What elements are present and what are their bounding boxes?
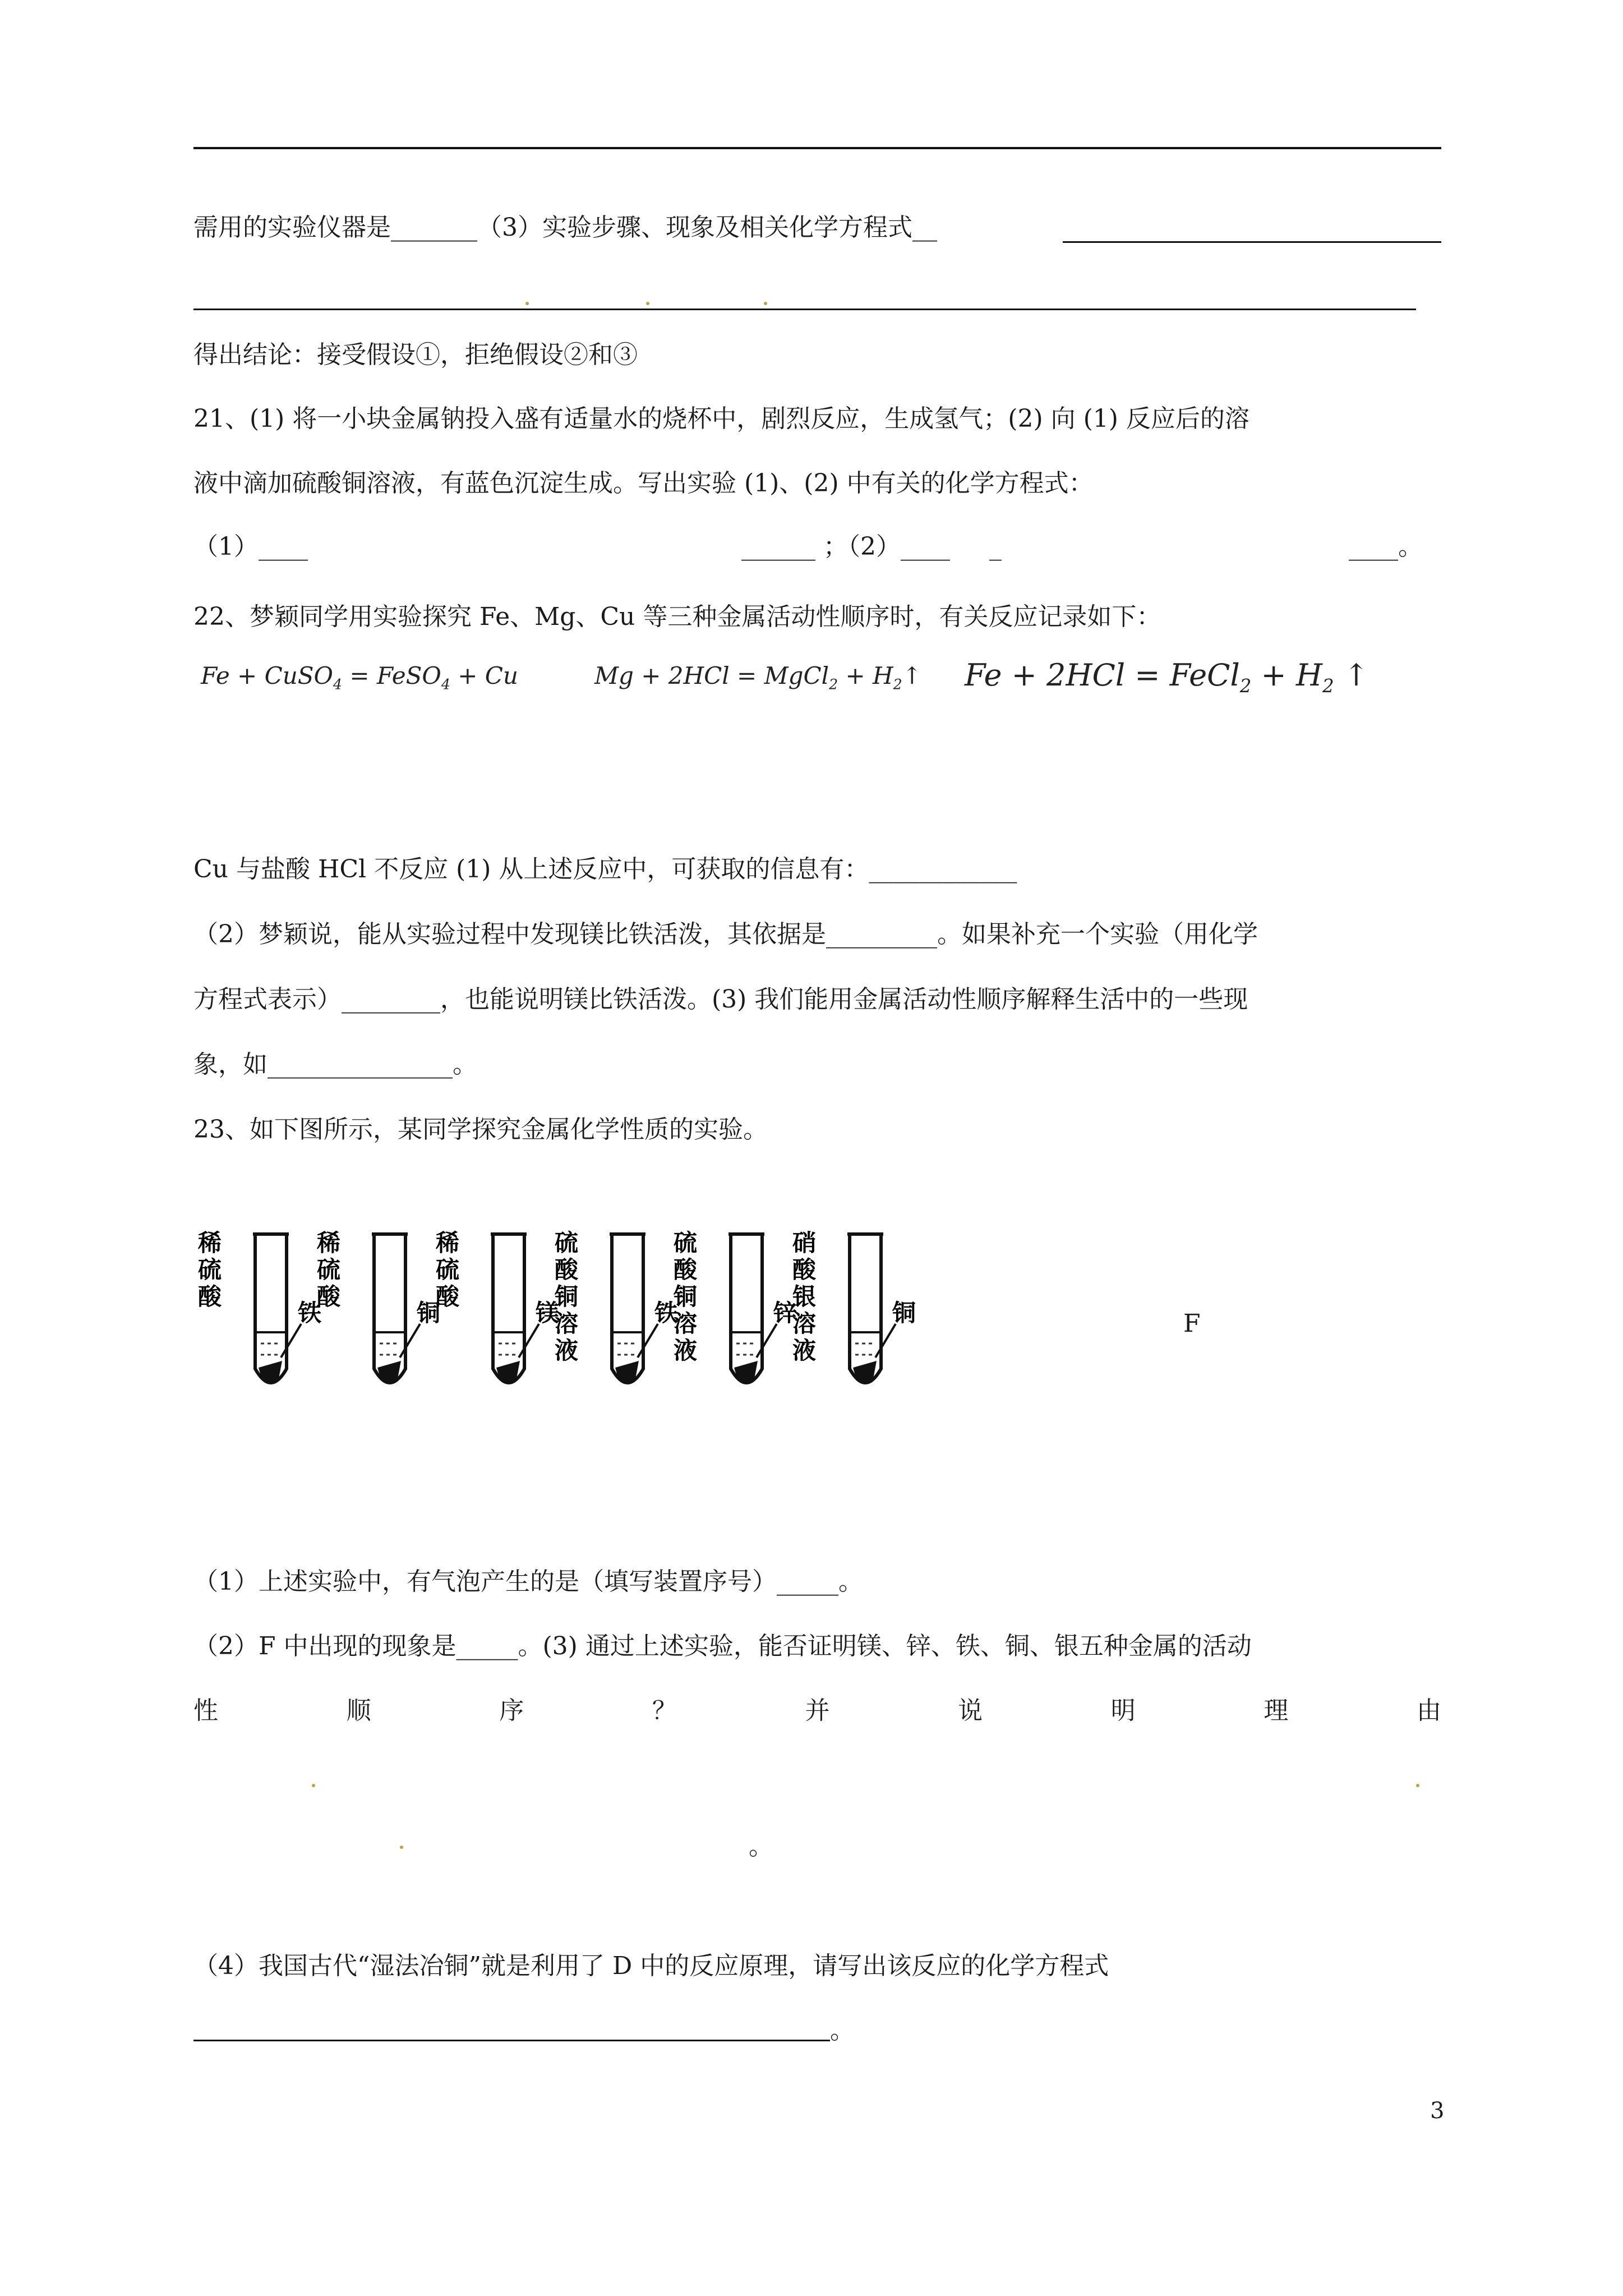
tube-label-char: 酸	[792, 1256, 817, 1283]
speck-mark	[312, 1784, 315, 1787]
text-line: Cu 与盐酸 HCl 不反应 (1) 从上述反应中，可获取的信息有：____________	[193, 855, 1017, 884]
text-line: （2）F 中出现的现象是_____。(3) 通过上述实验，能否证明镁、锌、铁、铜、银五种金属的活动	[193, 1632, 1252, 1660]
test-tube	[554, 1229, 678, 1384]
text-line: （4）我国古代“湿法冶铜”就是利用了 D 中的反应原理，请写出该反应的化学方程式	[193, 1952, 1109, 1980]
metal-pointer	[281, 1324, 301, 1358]
text-line: 得出结论：接受假设①，拒绝假设②和③	[193, 341, 638, 369]
text-line: 23、如下图所示，某同学探究金属化学性质的实验。	[193, 1115, 768, 1144]
text-line: 方程式表示）________，也能说明镁比铁活泼。(3) 我们能用金属活动性顺序解释生活中的一些现	[193, 985, 1248, 1014]
tube-label-char: 酸	[555, 1256, 579, 1283]
tube-body	[255, 1234, 287, 1383]
tube-label-char: 酸	[198, 1283, 222, 1310]
tube-label-char: 硫	[674, 1229, 698, 1257]
answer-blank	[193, 2040, 830, 2041]
spread-char: 明	[1110, 1696, 1136, 1725]
text-line: 22、梦颖同学用实验探究 Fe、Mg、Cu 等三种金属活动性顺序时，有关反应记录如下：	[193, 602, 1161, 631]
tube-label-char: 铜	[674, 1283, 698, 1310]
metal-label: 镁	[536, 1299, 560, 1327]
tube-label-char: 稀	[436, 1229, 460, 1257]
equation-3: Fe + 2HCl = FeCl$_2$ + $H_2$ ↑	[965, 657, 1370, 697]
tube-label-char: 稀	[317, 1229, 341, 1257]
tube-body	[850, 1234, 881, 1383]
text-line: ____。	[1349, 532, 1423, 561]
tube-label-char: 酸	[674, 1256, 698, 1283]
spread-char: 性	[193, 1696, 218, 1725]
test-tube	[316, 1229, 440, 1384]
test-tube	[792, 1229, 916, 1384]
text-line: 象，如_______________。	[193, 1050, 477, 1079]
spread-char: 顺	[346, 1696, 371, 1725]
tube-label-char: 硫	[198, 1256, 222, 1283]
page-number: 3	[1430, 2098, 1445, 2124]
metal-pointer	[400, 1324, 420, 1358]
text-line: （2）梦颖说，能从实验过程中发现镁比铁活泼，其依据是_________。如果补充一个实验（用化学	[193, 920, 1258, 949]
metal-label: 铜	[892, 1299, 916, 1327]
text-line: 21、(1) 将一小块金属钠投入盛有适量水的烧杯中，剧烈反应，生成氢气；(2) 向 (1) 反应后的溶	[193, 404, 1249, 433]
tube-label-char: 硫	[555, 1229, 579, 1257]
speck-mark	[525, 302, 529, 305]
test-tube-figure	[193, 1228, 962, 1402]
speck-mark	[1416, 1784, 1419, 1787]
tube-body	[731, 1234, 762, 1383]
answer-blank	[1063, 241, 1441, 243]
text-line: 。	[830, 2016, 855, 2045]
metal-pointer	[519, 1324, 539, 1358]
tube-label-char: 酸	[317, 1283, 341, 1310]
text-line: 需用的实验仪器是_______（3）实验步骤、现象及相关化学方程式__	[193, 213, 937, 242]
tube-label-char: 溶	[555, 1310, 579, 1337]
answer-blank	[193, 309, 1416, 310]
spread-char: 并	[805, 1696, 830, 1725]
tube-label-char: 铜	[555, 1283, 579, 1310]
equation-2: Mg + 2HCl = MgCl$_2$ + $H_2↑$	[594, 662, 922, 693]
text-line: 。	[749, 1832, 773, 1861]
spread-char: 说	[958, 1696, 983, 1725]
test-tube	[435, 1229, 559, 1384]
tube-label-char: 硝	[792, 1229, 817, 1257]
tube-label-char: 酸	[436, 1283, 460, 1310]
spread-char: 序	[499, 1696, 524, 1725]
text-line: 液中滴加硫酸铜溶液，有蓝色沉淀生成。写出实验 (1)、(2) 中有关的化学方程式：	[193, 469, 1094, 498]
equation-1: Fe + CuSO$_4$ = FeSO$_4$ + Cu	[201, 662, 518, 693]
spread-char: ？	[652, 1696, 677, 1725]
speck-mark	[646, 302, 649, 305]
text-line: （1）____	[193, 532, 308, 561]
spread-char: 由	[1417, 1696, 1441, 1725]
tube-label-char: 液	[555, 1337, 579, 1364]
speck-mark	[400, 1846, 403, 1849]
spread-line	[193, 1694, 1441, 1728]
metal-pointer	[757, 1324, 777, 1358]
tube-body	[374, 1234, 405, 1383]
header-rule	[193, 147, 1441, 149]
spread-char: 理	[1264, 1696, 1289, 1725]
tube-body	[612, 1234, 643, 1383]
metal-label: 锌	[773, 1299, 797, 1327]
tube-label-char: 硫	[317, 1256, 341, 1283]
tube-label-char: 液	[674, 1337, 698, 1364]
metal-pointer	[875, 1324, 896, 1358]
speck-mark	[764, 302, 767, 305]
tube-body	[493, 1234, 524, 1383]
text-line: ______ ；（2）____ _	[741, 532, 1002, 561]
metal-label: 铁	[298, 1299, 322, 1327]
tube-label-char: 硫	[436, 1256, 460, 1283]
tube-label-char: 溶	[792, 1310, 817, 1337]
tube-label-char: 稀	[198, 1229, 222, 1257]
metal-label: 铜	[417, 1299, 441, 1327]
test-tube	[197, 1229, 321, 1384]
metal-pointer	[638, 1324, 658, 1358]
test-tube	[673, 1229, 797, 1384]
text-line: （1）上述实验中，有气泡产生的是（填写装置序号）_____。	[193, 1567, 863, 1596]
tube-label-char: 溶	[674, 1310, 698, 1337]
metal-label: 铁	[654, 1299, 679, 1327]
tube-label-char: 银	[792, 1283, 817, 1310]
tube-label-char: 液	[792, 1337, 817, 1364]
figure-f-label: F	[1183, 1309, 1201, 1338]
